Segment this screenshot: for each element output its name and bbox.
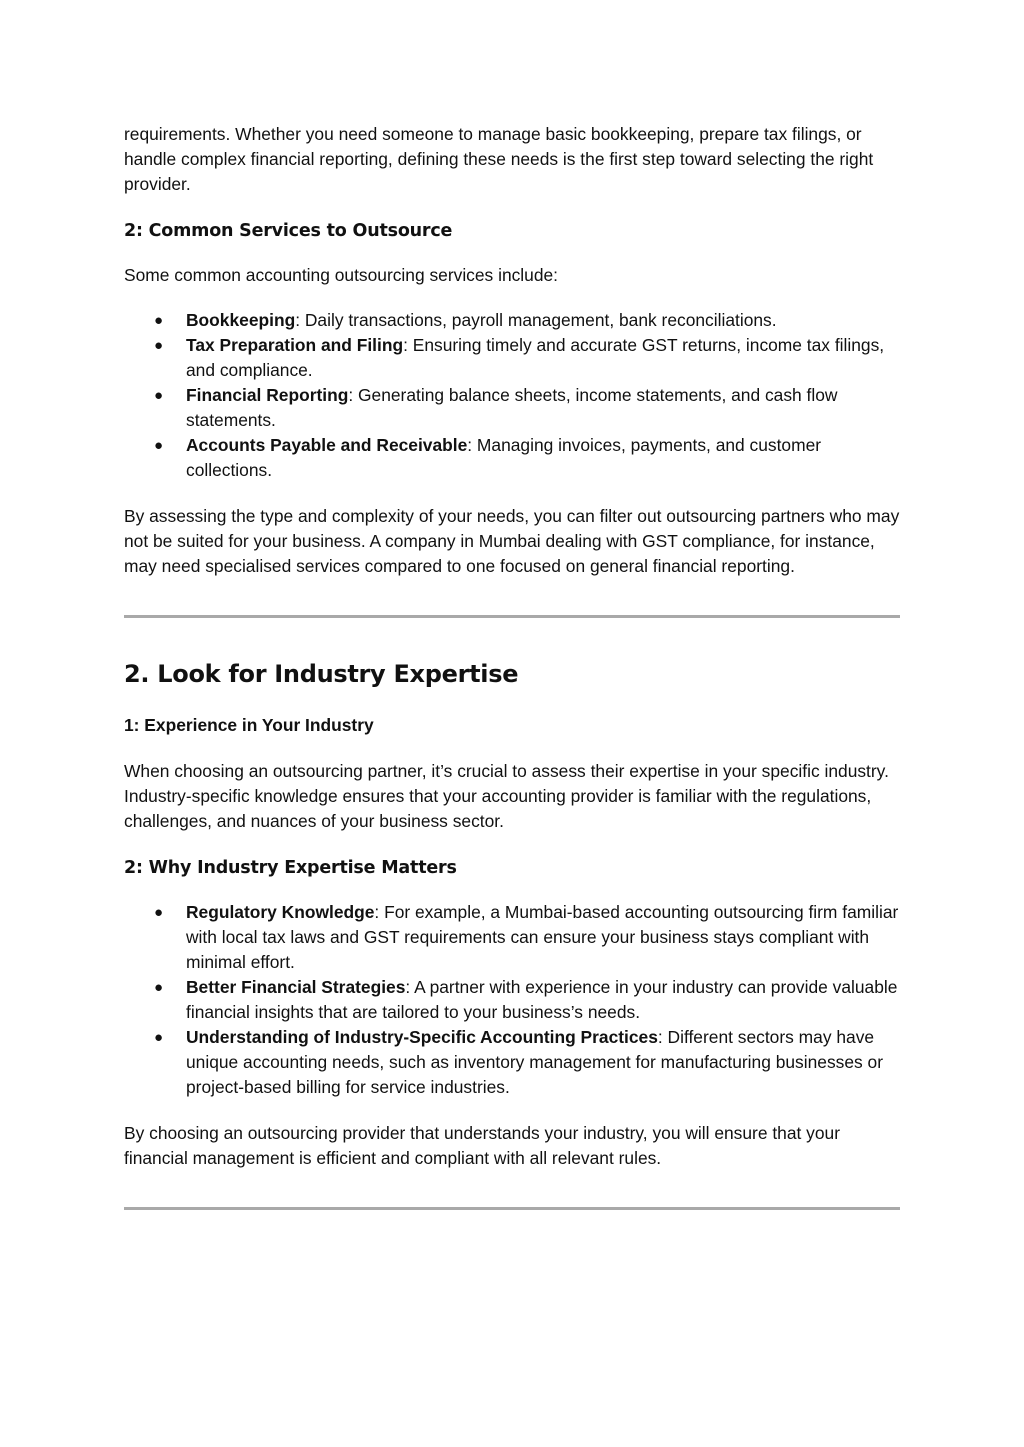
item-term: Better Financial Strategies [186, 977, 406, 997]
intro-paragraph: requirements. Whether you need someone to manage basic bookkeeping, prepare tax filings, or handle complex financial reporting, defining these needs is the first step toward selecting the right provider. [124, 124, 874, 194]
bullet-icon: ● [154, 1029, 164, 1046]
experience-paragraph: When choosing an outsourcing partner, it’s crucial to assess their expertise in your specific industry. Industry-specific knowledge ensures that your accounting provider is familiar with the regulations, challenges, and nuances of your business sector. [124, 761, 889, 831]
item-term: Financial Reporting [186, 385, 349, 405]
item-description: : For example, a Mumbai-based accounting outsourcing firm familiar with local tax laws and GST requirements can ensure your business stays compliant with minimal effort. [186, 902, 899, 972]
bullet-icon: ● [154, 979, 164, 996]
item-description: : Different sectors may have unique accounting needs, such as inventory management for manufacturing businesses or project-based billing for service industries. [186, 1027, 884, 1097]
bullet-icon: ● [154, 312, 164, 329]
bullet-icon: ● [154, 904, 164, 921]
item-term: Understanding of Industry-Specific Accounting Practices [186, 1027, 658, 1047]
common-services-heading: 2: Common Services to Outsource [124, 221, 453, 241]
experience-heading: 1: Experience in Your Industry [124, 715, 374, 735]
list-item [124, 900, 904, 975]
list-item [124, 433, 904, 483]
list-item [124, 383, 904, 433]
item-description: : Generating balance sheets, income statements, and cash flow statements. [186, 385, 838, 430]
why-expertise-list [124, 900, 904, 1100]
list-item [124, 333, 904, 383]
spacer [124, 579, 904, 615]
list-item [124, 1025, 904, 1100]
section-heading-industry-expertise: 2. Look for Industry Expertise [124, 660, 519, 688]
common-services-lead: Some common accounting outsourcing services include: [124, 265, 559, 285]
item-term: Tax Preparation and Filing [186, 335, 404, 355]
item-description: : A partner with experience in your industry can provide valuable financial insights that are tailored to your business’s needs. [186, 977, 898, 1022]
item-term: Regulatory Knowledge [186, 902, 375, 922]
section-divider [124, 1207, 900, 1210]
list-item [124, 975, 904, 1025]
why-expertise-heading: 2: Why Industry Expertise Matters [124, 858, 457, 878]
item-term: Accounts Payable and Receivable [186, 435, 468, 455]
item-term: Bookkeeping [186, 310, 296, 330]
list-item [124, 308, 904, 333]
bullet-icon: ● [154, 337, 164, 354]
document-page [124, 122, 904, 1210]
bullet-icon: ● [154, 387, 164, 404]
item-description: : Managing invoices, payments, and customer collections. [186, 435, 822, 480]
item-description: : Ensuring timely and accurate GST returns, income tax filings, and compliance. [186, 335, 885, 380]
common-services-list [124, 308, 904, 483]
item-description: : Daily transactions, payroll management, bank reconciliations. [295, 310, 777, 330]
why-expertise-closing: By choosing an outsourcing provider that understands your industry, you will ensure that your financial management is efficient and compliant with all relevant rules. [124, 1123, 840, 1168]
common-services-closing: By assessing the type and complexity of your needs, you can filter out outsourcing partners who may not be suited for your business. A company in Mumbai dealing with GST compliance, for instance, may need specialised services compared to one focused on general financial reporting. [124, 506, 900, 576]
spacer [124, 1171, 904, 1207]
bullet-icon: ● [154, 437, 164, 454]
spacer [124, 618, 904, 658]
